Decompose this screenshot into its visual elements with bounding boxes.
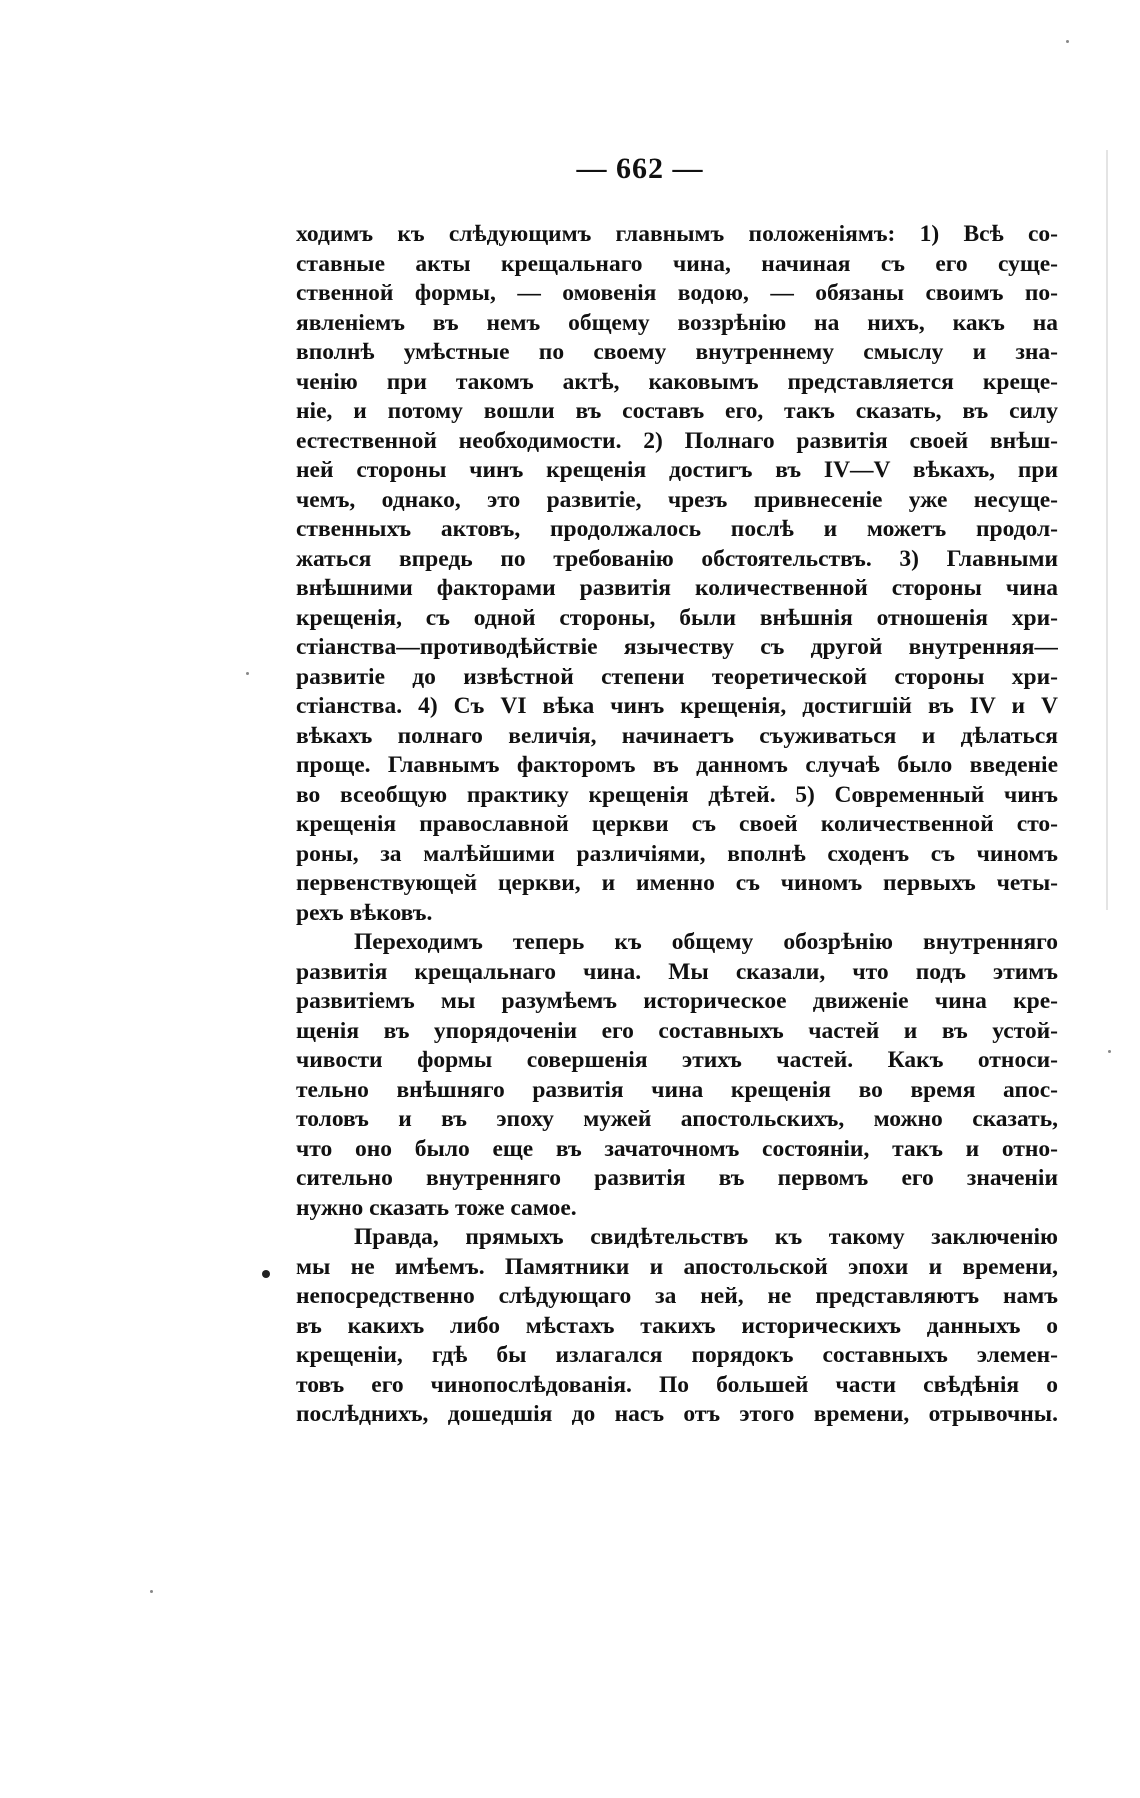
text-line: жаться впредь по требованію обстоятельствъ. 3) Главными [296,545,1058,572]
text-line: ней стороны чинъ крещенія достигъ въ IV—V вѣкахъ, при [296,457,1058,483]
page-number: — 662 — [576,152,704,185]
text-line: тельно внѣшняго развитія чина крещенія во время апос- [296,1076,1058,1103]
text-line: естественной необходимости. 2) Полнаго развитія своей внѣш- [296,427,1058,454]
text-line: развитіемъ мы разумѣемъ историческое движеніе чина кре- [296,988,1058,1014]
text-line: послѣднихъ, дошедшія до насъ отъ этого времени, отрывочны. [296,1401,1058,1427]
text-line: крещенія, съ одной стороны, были внѣшнія отношенія хри- [296,604,1058,631]
text-line: ственныхъ актовъ, продолжалось послѣ и можетъ продол- [296,516,1058,542]
text-line: крещеніи, гдѣ бы излагался порядокъ составныхъ элемен- [296,1342,1058,1368]
text-line: ченію при такомъ актѣ, каковымъ представляется креще- [296,368,1058,395]
text-line: внѣшними факторами развитія количественной стороны чина [296,575,1058,601]
text-line: товъ его чинопослѣдованія. По большей части свѣдѣнія о [296,1371,1058,1398]
text-line: чемъ, однако, это развитіе, чрезъ привнесеніе уже несуще- [296,486,1058,513]
scan-speck [1108,1050,1111,1053]
text-line: крещенія православной церкви съ своей количественной сто- [296,811,1058,837]
text-line: Переходимъ теперь къ общему обозрѣнію внутренняго [354,929,1058,955]
text-line: роны, за малѣйшими различіями, вполнѣ сходенъ съ чиномъ [296,840,1058,867]
text-line: вѣкахъ полнаго величія, начинаетъ съуживаться и дѣлаться [296,722,1058,749]
text-line: проще. Главнымъ факторомъ въ данномъ случаѣ было введеніе [296,752,1058,778]
text-line: что оно было еще въ зачаточномъ состояніи, такъ и отно- [296,1135,1058,1162]
text-line: ственной формы, — омовенія водою, — обязаны своимъ по- [296,280,1058,306]
text-line: толовъ и въ эпоху мужей апостольскихъ, можно сказать, [296,1106,1058,1132]
page-edge-shadow [1106,150,1108,910]
text-line: въ какихъ либо мѣстахъ такихъ историческихъ данныхъ о [296,1312,1058,1339]
text-line: сительно внутренняго развитія въ первомъ его значеніи [296,1165,1058,1191]
scan-speck [150,1590,153,1593]
text-line: вполнѣ умѣстные по своему внутреннему смыслу и зна- [296,339,1058,365]
text-line: ходимъ къ слѣдующимъ главнымъ положеніямъ: 1) Всѣ со- [296,221,1058,247]
text-line: развитіе до извѣстной степени теоретической стороны хри- [296,663,1058,690]
text-line: стіанства—противодѣйствіе язычеству съ другой внутренняя— [296,634,1058,660]
text-line: мы не имѣемъ. Памятники и апостольской эпохи и времени, [296,1253,1058,1280]
text-line: ставные акты крещальнаго чина, начиная съ его суще- [296,250,1058,277]
text-line: развитія крещальнаго чина. Мы сказали, что подъ этимъ [296,958,1058,985]
text-line: щенія въ упорядоченіи его составныхъ частей и въ устой- [296,1017,1058,1044]
text-line: нужно сказать тоже самое. [296,1194,577,1221]
text-line: чивости формы совершенія этихъ частей. Какъ относи- [296,1047,1058,1073]
text-line: Правда, прямыхъ свидѣтельствъ къ такому заключенію [354,1224,1058,1250]
text-line: непосредственно слѣдующаго за ней, не представляютъ намъ [296,1283,1058,1309]
text-line: стіанства. 4) Съ VI вѣка чинъ крещенія, достигшій въ IV и V [296,693,1058,719]
scan-speck [246,672,249,675]
margin-mark [262,1270,270,1278]
text-line: во всеобщую практику крещенія дѣтей. 5) Современный чинъ [296,781,1058,808]
scan-speck [1066,40,1069,43]
text-line: явленіемъ въ немъ общему воззрѣнію на нихъ, какъ на [296,309,1058,336]
text-line: ніе, и потому вошли въ составъ его, такъ сказать, въ силу [296,398,1058,424]
text-line: первенствующей церкви, и именно съ чиномъ первыхъ четы- [296,870,1058,896]
body-text [296,220,1058,1430]
text-line: рехъ вѣковъ. [296,899,433,926]
